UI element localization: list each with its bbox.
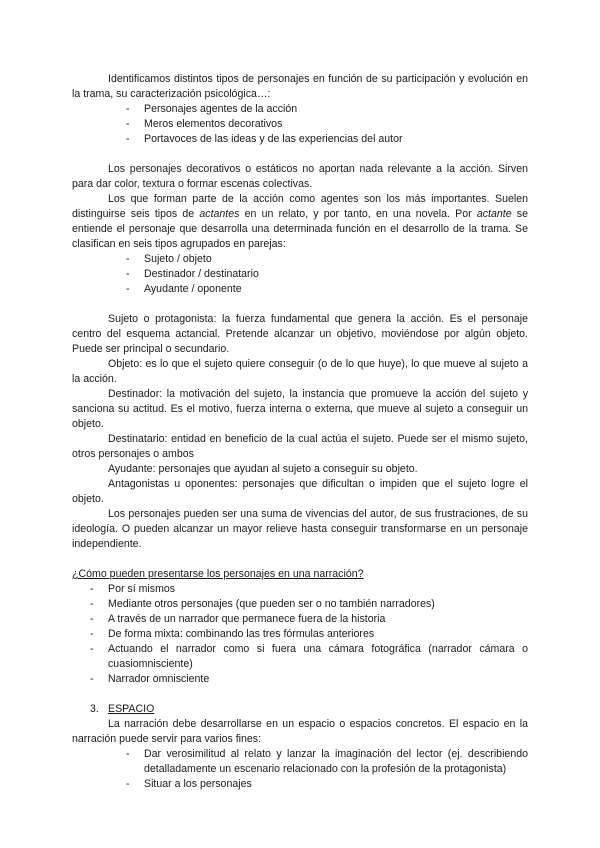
- definition-destinatario: Destinatario: entidad en beneficio de la cual actúa el sujeto. Puede ser el mismo sujeto, otros personajes o ambos: [72, 433, 528, 460]
- list-item: - Actuando el narrador como si fuera una cámara fotográfica (narrador cámara o cuasiomnisciente): [72, 642, 528, 672]
- section-heading-espacio: [72, 702, 528, 717]
- list-item: - De forma mixta: combinando las tres fórmulas anteriores: [72, 627, 528, 642]
- list-item: - Por sí mismos: [72, 582, 528, 597]
- text-run: en un relato, y por tanto, en una novela. Por: [239, 208, 477, 220]
- actants-paragraph: [72, 192, 528, 252]
- text-run: Los que forman parte de la acción como agentes son los más importantes. Suelen distinguirse seis tipos de: [72, 193, 528, 220]
- list-item: - A través de un narrador que permanece fuera de la historia: [72, 612, 528, 627]
- list-item: - Mediante otros personajes (que pueden ser o no también narradores): [72, 597, 528, 612]
- space-paragraph: La narración debe desarrollarse en un espacio o espacios concretos. El espacio en la narración puede servir para varios fines:: [72, 718, 528, 745]
- space-purposes-list: [72, 747, 528, 792]
- actant-pairs-list: [72, 252, 528, 297]
- presentation-heading: ¿Cómo pueden presentarse los personajes en una narración?: [72, 568, 364, 580]
- list-item: - Sujeto / objeto: [72, 252, 528, 267]
- list-item: - Destinador / destinatario: [72, 267, 528, 282]
- list-item: - Dar verosimilitud al relato y lanzar la imaginación del lector (ej. describiendo detalladamente un escenario relacionado con la profesión de la protagonista): [72, 747, 528, 777]
- definition-sujeto: Sujeto o protagonista: la fuerza fundamental que genera la acción. Es el personaje centro del esquema actancial. Pretende alcanzar un objetivo, moviéndose por algún objeto. Puede ser principal o secundario.: [72, 313, 528, 355]
- definition-destinador: Destinador: la motivación del sujeto, la instancia que promueve la acción del sujeto y sanciona su actitud. Es el motivo, fuerza interna o externa, que mueve al sujeto a conseguir un objeto.: [72, 388, 528, 430]
- emphasis-actantes: actantes: [199, 208, 240, 220]
- section-number: 3.: [90, 703, 99, 715]
- list-item: - Portavoces de las ideas y de las experiencias del autor: [72, 132, 528, 147]
- character-types-list: [72, 102, 528, 147]
- definition-ayudante: Ayudante: personajes que ayudan al sujeto a conseguir su objeto.: [108, 463, 418, 475]
- list-item: - Personajes agentes de la acción: [72, 102, 528, 117]
- document-page: [72, 72, 528, 792]
- list-item: - Situar a los personajes: [72, 777, 528, 792]
- definition-objeto: Objeto: es lo que el sujeto quiere conseguir (o de lo que huye), lo que mueve al sujeto a la acción.: [72, 358, 528, 385]
- decorative-characters-paragraph: Los personajes decorativos o estáticos no aportan nada relevante a la acción. Sirven para dar color, textura o formar escenas colectivas.: [72, 163, 528, 190]
- intro-paragraph: Identificamos distintos tipos de personajes en función de su participación y evolución en la trama, su caracterización psicológica…:: [72, 73, 528, 100]
- definition-antagonistas: Antagonistas u oponentes: personajes que dificultan o impiden que el sujeto logre el objeto.: [72, 478, 528, 505]
- list-item: - Narrador omnisciente: [72, 672, 528, 687]
- list-item: - Ayudante / oponente: [72, 282, 528, 297]
- emphasis-actante: actante: [476, 208, 512, 220]
- presentation-list: [72, 582, 528, 687]
- characters-origin-paragraph: Los personajes pueden ser una suma de vivencias del autor, de sus frustraciones, de su ideología. O pueden alcanzar un mayor relieve hasta conseguir transformarse en un personaje independiente.: [72, 508, 528, 550]
- list-item: - Meros elementos decorativos: [72, 117, 528, 132]
- section-title: ESPACIO: [108, 703, 155, 715]
- text-run: se entiende el personaje que desarrolla una determinada función en el desarrollo de la trama. Se clasifican en seis tipos agrupados en parejas:: [72, 208, 528, 250]
